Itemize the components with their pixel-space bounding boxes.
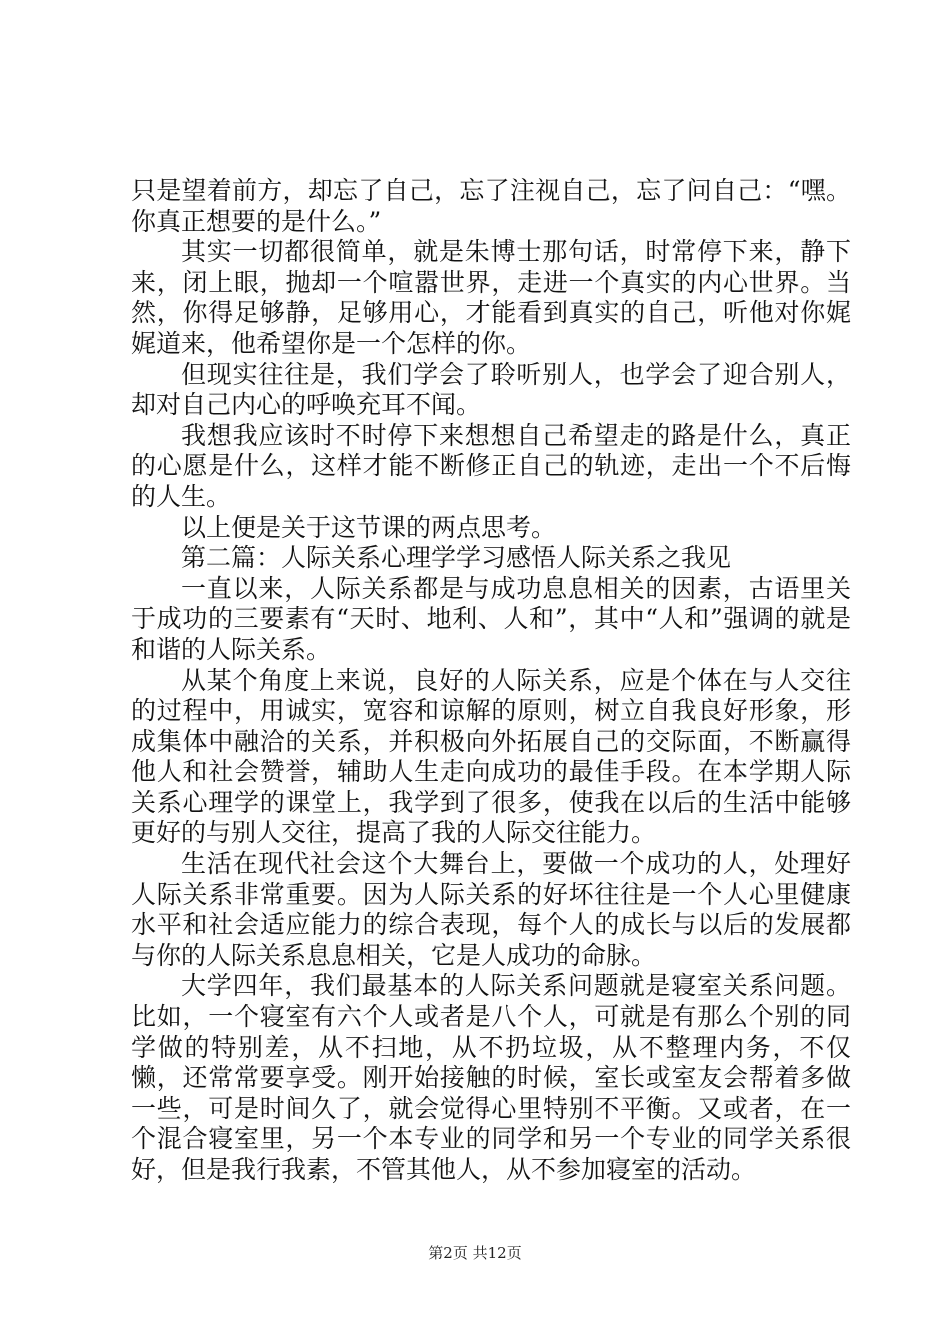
section-heading: 第二篇：人际关系心理学学习感悟人际关系之我见	[181, 543, 732, 573]
document-body	[131, 176, 851, 1186]
paragraph: 其实一切都很简单，就是朱博士那句话，时常停下来，静下来，闭上眼，抛却一个喧嚣世界，走进一个真实的内心世界。当然，你得足够静，足够用心，才能看到真实的自己，听他对你娓娓道来，他希望你是一个怎样的你。	[131, 237, 851, 358]
paragraph: 生活在现代社会这个大舞台上，要做一个成功的人，处理好人际关系非常重要。因为人际关系的好坏往往是一个人心里健康水平和社会适应能力的综合表现，每个人的成长与以后的发展都与你的人际关系息息相关，它是人成功的命脉。	[131, 849, 851, 970]
paragraph: 以上便是关于这节课的两点思考。	[181, 512, 557, 542]
paragraph: 但现实往往是，我们学会了聆听别人，也学会了迎合别人，却对自己内心的呼唤充耳不闻。	[131, 359, 851, 420]
paragraph-continued: 只是望着前方，却忘了自己，忘了注视自己，忘了问自己：“嘿。你真正想要的是什么。”	[131, 176, 851, 236]
paragraph: 一直以来，人际关系都是与成功息息相关的因素，古语里关于成功的三要素有“天时、地利、人和”，其中“人和”强调的就是和谐的人际关系。	[131, 573, 851, 664]
paragraph: 大学四年，我们最基本的人际关系问题就是寝室关系问题。比如，一个寝室有六个人或者是八个人，可就是有那么个别的同学做的特别差，从不扫地，从不扔垃圾，从不整理内务，不仅懒，还常常要享受。刚开始接触的时候，室长或室友会帮着多做一些，可是时间久了，就会觉得心里特别不平衡。又或者，在一个混合寝室里，另一个本专业的同学和另一个专业的同学关系很好，但是我行我素，不管其他人，从不参加寝室的活动。	[131, 971, 851, 1184]
paragraph: 从某个角度上来说，良好的人际关系，应是个体在与人交往的过程中，用诚实，宽容和谅解的原则，树立自我良好形象，形成集体中融洽的关系，并积极向外拓展自己的交际面，不断赢得他人和社会赞誉，辅助人生走向成功的最佳手段。在本学期人际关系心理学的课堂上，我学到了很多，使我在以后的生活中能够更好的与别人交往，提高了我的人际交往能力。	[131, 665, 851, 848]
paragraph: 我想我应该时不时停下来想想自己希望走的路是什么，真正的心愿是什么，这样才能不断修正自己的轨迹，走出一个不后悔的人生。	[131, 420, 851, 511]
page-number-footer: 第2页 共12页	[428, 1244, 522, 1262]
